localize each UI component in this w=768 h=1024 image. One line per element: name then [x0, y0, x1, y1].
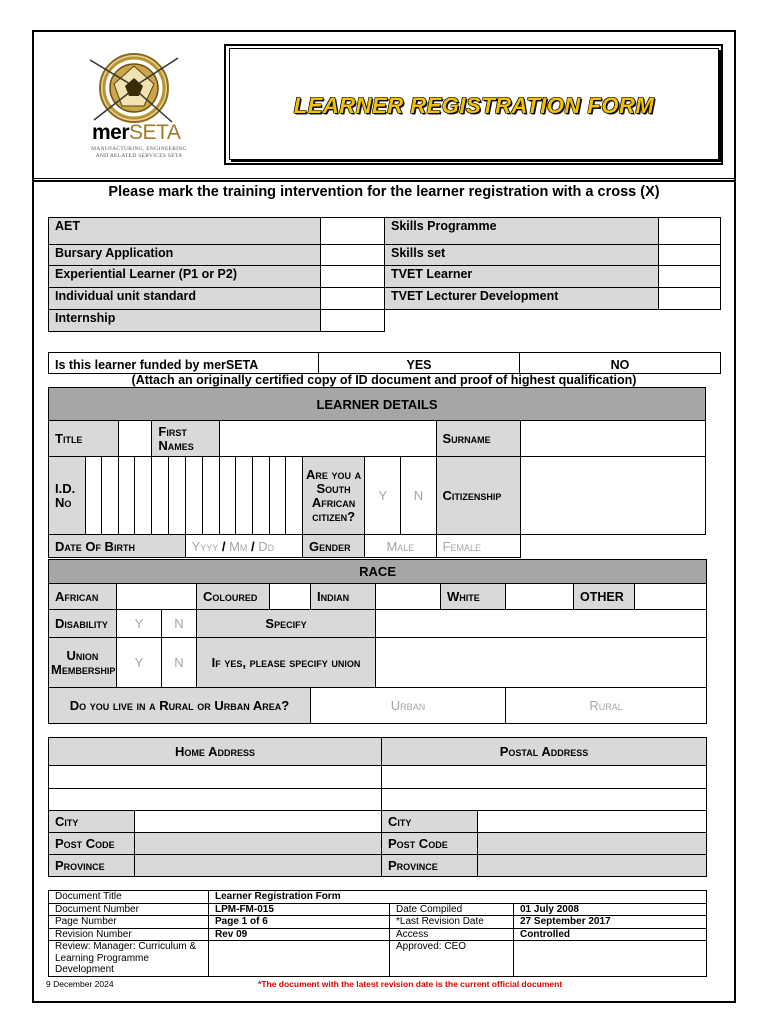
home-address-label: Home Address [49, 738, 382, 766]
review-signature[interactable] [209, 941, 390, 977]
review-label: Review: Manager: Curriculum & Learning Programme Development [49, 941, 209, 977]
id-digit-box[interactable] [285, 457, 302, 535]
citizenship-label: Citizenship [436, 457, 520, 535]
last-revision-value: 27 September 2017 [514, 916, 707, 929]
print-date: 9 December 2024 [46, 979, 114, 989]
page-number-value: Page 1 of 6 [209, 916, 390, 929]
doc-title-value: Learner Registration Form [209, 891, 707, 904]
id-digit-box[interactable] [119, 457, 135, 535]
intervention-label-tvet-lecturer: TVET Lecturer Development [385, 288, 659, 310]
postal-city-label: City [382, 811, 478, 833]
intervention-label-unit-standard: Individual unit standard [49, 288, 321, 310]
intervention-label-tvet-learner: TVET Learner [385, 266, 659, 288]
home-address-line-1[interactable] [49, 766, 382, 789]
postal-address-line-1[interactable] [382, 766, 707, 789]
union-membership-label: Union Membership [49, 638, 117, 688]
id-digit-box[interactable] [169, 457, 185, 535]
dob-field[interactable]: Yyyy / Mm / Dd [185, 535, 302, 558]
interventions-right-table [384, 217, 721, 310]
intervention-checkbox-skills-programme[interactable] [659, 218, 721, 245]
revision-note: *The document with the latest revision date is the current official document [258, 979, 563, 989]
race-coloured-label: Coloured [197, 584, 270, 610]
race-indian-box[interactable] [376, 584, 441, 610]
race-coloured-box[interactable] [270, 584, 311, 610]
postal-address-label: Postal Address [382, 738, 707, 766]
doc-title-label: Document Title [49, 891, 209, 904]
intervention-checkbox-tvet-lecturer[interactable] [659, 288, 721, 310]
access-label: Access [390, 928, 514, 941]
id-digit-box[interactable] [152, 457, 169, 535]
disability-specify-field[interactable] [376, 610, 707, 638]
address-table [48, 737, 707, 877]
race-table [48, 559, 707, 724]
disability-specify-label: Specify [197, 610, 376, 638]
document-control-table [48, 890, 707, 977]
first-names-label: First Names [152, 421, 219, 457]
doc-number-label: Document Number [49, 903, 209, 916]
intervention-label-skills-set: Skills set [385, 245, 659, 266]
learner-details-header: LEARNER DETAILS [49, 388, 706, 421]
access-value: Controlled [514, 928, 707, 941]
id-number-label: I.D. No [49, 457, 86, 535]
surname-field[interactable] [520, 421, 705, 457]
first-names-field[interactable] [219, 421, 436, 457]
home-post-code-field[interactable] [135, 833, 382, 855]
intervention-label-aet: AET [49, 218, 321, 245]
id-digit-box[interactable] [219, 457, 235, 535]
postal-province-label: Province [382, 855, 478, 877]
intervention-checkbox-internship[interactable] [321, 310, 385, 332]
funding-question: Is this learner funded by merSETA [49, 353, 319, 374]
disability-no[interactable]: N [162, 610, 197, 638]
intervention-label-internship: Internship [49, 310, 321, 332]
intervention-label-skills-programme: Skills Programme [385, 218, 659, 245]
home-city-label: City [49, 811, 135, 833]
disability-yes[interactable]: Y [117, 610, 162, 638]
sa-citizen-yes[interactable]: Y [365, 457, 401, 535]
id-digit-box[interactable] [135, 457, 152, 535]
postal-post-code-field[interactable] [478, 833, 707, 855]
intervention-checkbox-unit-standard[interactable] [321, 288, 385, 310]
id-digit-box[interactable] [102, 457, 119, 535]
date-compiled-label: Date Compiled [390, 903, 514, 916]
home-city-field[interactable] [135, 811, 382, 833]
rural-option[interactable]: Rural [506, 688, 707, 724]
home-province-label: Province [49, 855, 135, 877]
urban-option[interactable]: Urban [311, 688, 506, 724]
union-no[interactable]: N [162, 638, 197, 688]
funding-yes-option[interactable]: YES [319, 353, 520, 374]
race-header: RACE [49, 560, 707, 584]
race-white-box[interactable] [506, 584, 574, 610]
dob-label: Date Of Birth [49, 535, 186, 558]
surname-label: Surname [436, 421, 520, 457]
date-compiled-value: 01 July 2008 [514, 903, 707, 916]
id-digit-box[interactable] [202, 457, 219, 535]
gender-male-option[interactable]: Male [365, 535, 436, 558]
intervention-checkbox-bursary[interactable] [321, 245, 385, 266]
home-province-field[interactable] [135, 855, 382, 877]
union-specify-field[interactable] [376, 638, 707, 688]
intervention-label-experiential: Experiential Learner (P1 or P2) [49, 266, 321, 288]
funding-no-option[interactable]: NO [520, 353, 721, 374]
rural-urban-label: Do you live in a Rural or Urban Area? [49, 688, 311, 724]
id-digit-box[interactable] [235, 457, 252, 535]
union-yes[interactable]: Y [117, 638, 162, 688]
approved-label: Approved: CEO [390, 941, 514, 977]
postal-post-code-label: Post Code [382, 833, 478, 855]
intervention-instruction: Please mark the training intervention for the learner registration with a cross (X) [108, 184, 660, 200]
race-african-box[interactable] [117, 584, 197, 610]
race-other-box[interactable] [635, 584, 707, 610]
race-african-label: African [49, 584, 117, 610]
approved-signature[interactable] [514, 941, 707, 977]
logo-tagline: MANUFACTURING, ENGINEERING AND RELATED SERVICES SETA [91, 146, 187, 159]
race-white-label: White [441, 584, 506, 610]
doc-number-value: LPM-FM-015 [209, 903, 390, 916]
last-revision-label: *Last Revision Date [390, 916, 514, 929]
id-digit-box[interactable] [252, 457, 269, 535]
logo-wordmark: merSETA [92, 121, 181, 144]
blank-cell [520, 535, 705, 558]
id-digit-box[interactable] [86, 457, 102, 535]
gender-female-option[interactable]: Female [436, 535, 520, 558]
race-indian-label: Indian [311, 584, 376, 610]
sa-citizen-no[interactable]: N [401, 457, 436, 535]
intervention-checkbox-skills-set[interactable] [659, 245, 721, 266]
revision-number-value: Rev 09 [209, 928, 390, 941]
revision-number-label: Revision Number [49, 928, 209, 941]
attach-note: (Attach an originally certified copy of ID document and proof of highest qualification) [131, 373, 637, 387]
id-digit-box[interactable] [185, 457, 202, 535]
home-post-code-label: Post Code [49, 833, 135, 855]
postal-province-field[interactable] [478, 855, 707, 877]
gender-label: Gender [302, 535, 364, 558]
title-label: Title [49, 421, 119, 457]
union-specify-label: If yes, please specify union [197, 638, 376, 688]
intervention-checkbox-experiential[interactable] [321, 266, 385, 288]
page-number-label: Page Number [49, 916, 209, 929]
learner-details-table [48, 387, 706, 558]
disability-label: Disability [49, 610, 117, 638]
intervention-label-bursary: Bursary Application [49, 245, 321, 266]
interventions-left-table [48, 217, 385, 332]
title-field[interactable] [119, 421, 152, 457]
postal-city-field[interactable] [478, 811, 707, 833]
id-digit-box[interactable] [269, 457, 285, 535]
form-title: LEARNER REGISTRATION FORM [293, 93, 655, 118]
citizenship-field[interactable] [520, 457, 705, 535]
postal-address-line-2[interactable] [382, 789, 707, 811]
sa-citizen-label: Are you a South African citizen? [302, 457, 364, 535]
header-divider [32, 178, 736, 182]
race-other-label: OTHER [574, 584, 635, 610]
intervention-checkbox-tvet-learner[interactable] [659, 266, 721, 288]
home-address-line-2[interactable] [49, 789, 382, 811]
funding-table [48, 352, 721, 374]
intervention-checkbox-aet[interactable] [321, 218, 385, 245]
